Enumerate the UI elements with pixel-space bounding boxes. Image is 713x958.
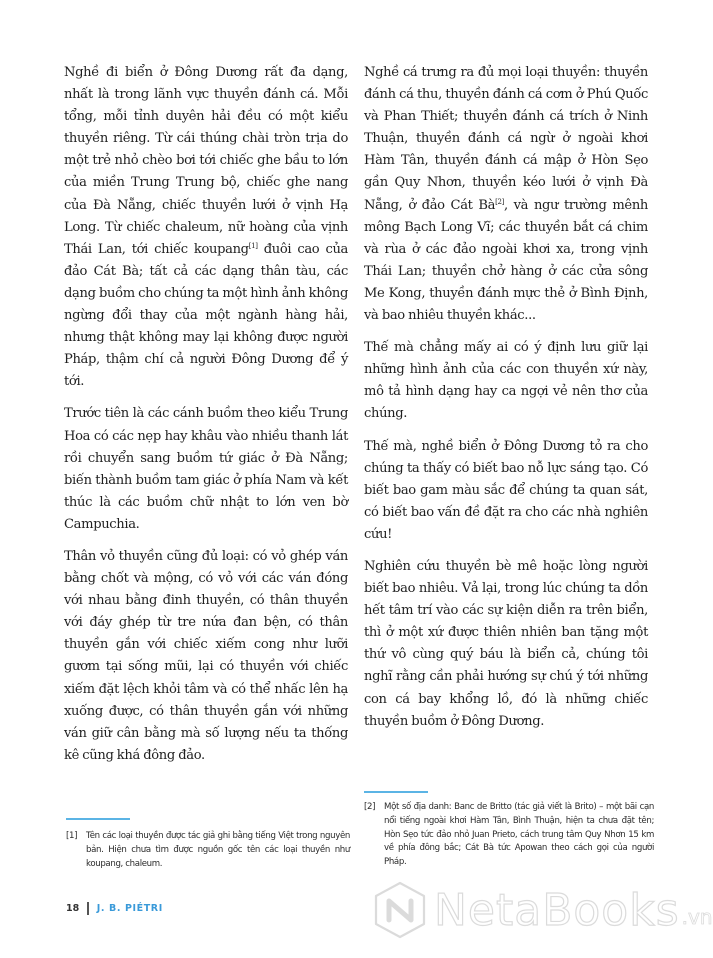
footnote-text: Tên các loại thuyền được tác giả ghi bằng tiếng Việt trong nguyên bản. Hiện chưa tìm được nguồn gốc tên các loại thuyền như koupang, chaleum.: [86, 831, 350, 869]
paragraph: Thân vỏ thuyền cũng đủ loại: có vỏ ghép ván bằng chốt và mộng, có vỏ với các ván đóng với nhau bằng đinh thuyền, có thân thuyền với đáy ghép từ tre nứa đan bện, có thân thuyền gắn với chiếc xiếm cong như lưỡi gươm tại sống mũi, lại có thuyền với chiếc xiếm đặt lệch khỏi tâm và có thể nhấc lên hạ xuống được, có thân thuyền gắn với những ván giữ cân bằng mà số lượng nếu ta thống kê cũng khá đông đảo.: [64, 548, 348, 763]
page-footer: [66, 902, 163, 915]
footnote-marker: [2]: [364, 802, 376, 812]
paragraph: Thế mà, nghề biển ở Đông Dương tỏ ra cho chúng ta thấy có biết bao nỗ lực sáng tạo. Có biết bao gam màu sắc để chúng ta quan sát, có biết bao vấn đề đặt ra cho các nhà nghiên cứu!: [364, 438, 648, 542]
paragraph-text: , và ngư trường mênh mông Bạch Long Vĩ; các thuyền bắt cá chim và rùa ở các đảo ngoài khơi xa, trong vịnh Thái Lan; thuyền chở hàng ở các cửa sông Me Kong, thuyền đánh mực thẻ ở Bình Định, và bao nhiêu thuyền khác...: [364, 197, 648, 324]
footnote-2: [364, 801, 654, 870]
paragraph: [64, 62, 348, 393]
left-column: [64, 62, 348, 777]
footnote-text: Một số địa danh: Banc de Britto (tác giả viết là Brito) – một bãi cạn nổi tiếng ngoài khơi Hàm Tân, Bình Thuận, hiện ta chưa đặt tên; Hòn Sẹo tức đảo nhỏ Juan Prieto, cách trung tâm Quy Nhơn 15 km về phía đông bắc; Cát Bà tức Apowan theo cách gọi của người Pháp.: [384, 802, 654, 868]
paragraph: Thế mà chẳng mấy ai có ý định lưu giữ lại những hình ảnh của các con thuyền xứ này, mô tả hình dạng hay ca ngợi vẻ nên thơ của chúng.: [364, 340, 648, 422]
footnote-rule: [364, 791, 428, 793]
footnote-ref-2[interactable]: [2]: [495, 197, 504, 206]
paragraph-text: Nghề đi biển ở Đông Dương rất đa dạng, nhất là trong lãnh vực thuyền đánh cá. Mỗi tổng, mỗi tỉnh duyên hải đều có một kiểu thuyền riêng. Từ cái thúng chài tròn trịa do một trẻ nhỏ chèo bơi tới chiếc ghe bầu to lớn của miền Trung Trung bộ, chiếc ghe nang của Đà Nẵng, chiếc thuyền lưới ở vịnh Hạ Long. Từ chiếc chaleum, nữ hoàng của vịnh Thái Lan, tới chiếc koupang: [64, 65, 348, 257]
netabooks-logo-icon: [372, 880, 428, 940]
footnote-marker: [1]: [66, 831, 78, 841]
author-name: J. B. PIÉTRI: [96, 903, 163, 914]
paragraph-text: Nghề cá trưng ra đủ mọi loại thuyền: thuyền đánh cá thu, thuyền đánh cá cơm ở Phú Quốc và Phan Thiết; thuyền đánh cá trích ở Ninh Thuận, thuyền đánh cá ngừ ở ngoài khơi Hàm Tân, thuyền đánh cá mập ở Hòn Sẹo gần Quy Nhơn, thuyền kéo lưới ở vịnh Đà Nẵng, ở đảo Cát Bà: [364, 65, 648, 213]
footnote-rule: [66, 818, 130, 820]
right-column: [364, 62, 648, 743]
paragraph: [364, 62, 648, 327]
watermark-brand: NetaBooks: [434, 884, 680, 936]
folio-divider: [87, 902, 89, 915]
footnote-1: [66, 830, 350, 871]
watermark: [372, 880, 713, 940]
watermark-suffix: .vn: [681, 905, 713, 929]
page-number: 18: [66, 903, 80, 914]
paragraph: Nghiên cứu thuyền bè mê hoặc lòng người biết bao nhiêu. Vả lại, trong lúc chúng ta dồn hết tâm trí vào các sự kiện diễn ra trên biển, thì ở một xứ được thiên nhiên ban tặng một thứ vô cùng quý báu là biển cả, chúng tôi nghĩ rằng cần phải hướng sự chú ý tới những con cá bay khổng lồ, đó là những chiếc thuyền buồm ở Đông Dương.: [364, 558, 648, 729]
footnote-ref-1[interactable]: [1]: [248, 241, 258, 250]
paragraph-text: đuôi cao của đảo Cát Bà; tất cả các dạng thân tàu, các dạng buồm cho chúng ta một hình ảnh không ngừng đổi thay của một ngành hàng hải, nhưng thật không may lại không được người Pháp, thậm chí cả người Đông Dương để ý tới.: [64, 241, 349, 390]
paragraph: Trước tiên là các cánh buồm theo kiểu Trung Hoa có các nẹp hay khâu vào nhiều thanh lát rồi chuyển sang buồm tứ giác ở Đà Nẵng; biến thành buồm tam giác ở phía Nam và kết thúc là các buồm chữ nhật to lớn ven bờ Campuchia.: [64, 406, 348, 532]
